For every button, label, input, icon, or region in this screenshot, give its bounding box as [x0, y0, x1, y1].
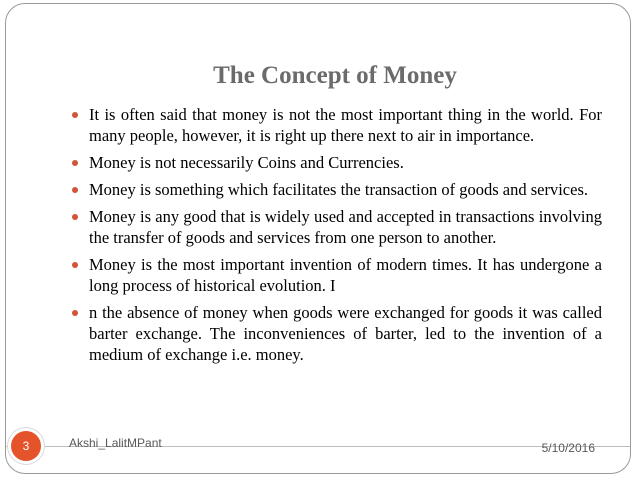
bullet-item — [72, 152, 602, 173]
bullet-text: It is often said that money is not the most important thing in the world. For many people, however, it is right up there next to air in importance. — [89, 105, 602, 145]
bullet-text: n the absence of money when goods were exchanged for goods it was called barter exchange. The inconveniences of barter, led to the invention of a medium of exchange i.e. money. — [89, 303, 602, 364]
slide-number-badge — [11, 431, 41, 461]
bullet-item — [72, 179, 602, 200]
bullet-text: Money is the most important invention of modern times. It has undergone a long process of historical evolution. I — [89, 255, 602, 295]
bullet-dot-icon — [72, 112, 78, 118]
slide-number: 3 — [22, 439, 30, 453]
bullet-dot-icon — [72, 160, 78, 166]
bullet-item — [72, 206, 602, 248]
bullet-item — [72, 254, 602, 296]
bullet-text: Money is something which facilitates the transaction of goods and services. — [89, 180, 589, 199]
bullet-item — [72, 302, 602, 365]
bullet-dot-icon — [72, 310, 78, 316]
bullet-text: Money is any good that is widely used and accepted in transactions involving the transfer of goods and services from one person to another. — [89, 207, 602, 247]
bullet-dot-icon — [72, 214, 78, 220]
bullet-list — [72, 104, 602, 371]
bullet-item — [72, 104, 602, 146]
footer-author: Akshi_LalitMPant — [69, 436, 162, 450]
bullet-dot-icon — [72, 262, 78, 268]
bullet-dot-icon — [72, 187, 78, 193]
slide-title: The Concept of Money — [213, 62, 457, 89]
bullet-text: Money is not necessarily Coins and Currencies. — [89, 153, 404, 172]
footer-date: 5/10/2016 — [541, 441, 595, 455]
